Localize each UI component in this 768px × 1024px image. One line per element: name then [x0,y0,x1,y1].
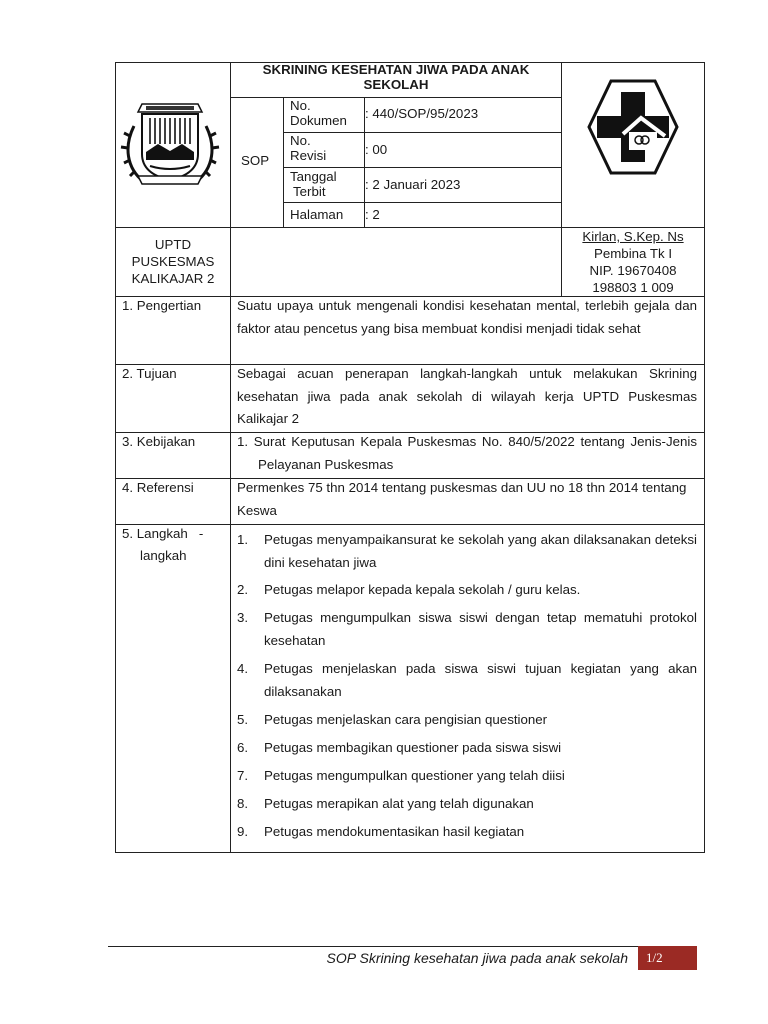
sop-label: SOP [241,153,270,168]
text-tujuan: Sebagai acuan penerapan langkah-langkah untuk melakukan Skrining kesehatan jiwa pada anak sekolah di wilayah kerja UPTD Puskesmas Kalikajar 2 [237,366,697,426]
field-label-halaman: Halaman [290,207,344,222]
field-label-no-dokumen: No. Dokumen [290,98,347,128]
puskesmas-cross-logo [583,76,683,178]
document-title: SKRINING KESEHATAN JIWA PADA ANAK SEKOLAH [262,62,530,92]
step-7: 7. Petugas mengumpulkan questioner yang telah diisi [237,768,565,783]
signatory-nip-cont: 198803 1 009 [592,280,674,295]
regency-crest-logo [120,96,220,191]
field-value-halaman: : 2 [365,207,380,222]
label-tujuan: 2. Tujuan [122,366,177,381]
footer-rule [108,946,638,947]
signatory-rank: Pembina Tk I [593,246,673,261]
step-1: 1. Petugas menyampaikansurat ke sekolah yang akan dilaksanakan deteksi dini kesehatan jiwa [237,532,697,570]
label-kebijakan: 3. Kebijakan [122,434,196,449]
step-9: 9. Petugas mendokumentasikan hasil kegiatan [237,824,525,839]
field-value-tanggal-terbit: : 2 Januari 2023 [365,177,461,192]
field-value-no-revisi: : 00 [365,142,388,157]
step-4: 4. Petugas menjelaskan pada siswa siswi tujuan kegiatan yang akan dilaksanakan [237,661,697,699]
step-6: 6. Petugas membagikan questioner pada siswa siswi [237,740,562,755]
signatory-nip: NIP. 19670408 [589,263,677,278]
text-pengertian: Suatu upaya untuk mengenali kondisi kesehatan mental, terlebih gejala dan faktor atau pencetus yang bisa membuat kondisi menjadi tidak sehat [237,298,697,336]
step-5: 5. Petugas menjelaskan cara pengisian questioner [237,712,548,727]
field-value-no-dokumen: : 440/SOP/95/2023 [365,106,479,121]
org-name: UPTD PUSKESMAS KALIKAJAR 2 [131,237,215,286]
label-pengertian: 1. Pengertian [122,298,202,313]
field-label-no-revisi: No. Revisi [290,133,327,163]
footer-title: SOP Skrining kesehatan jiwa pada anak sekolah [326,950,628,966]
label-referensi: 4. Referensi [122,480,194,495]
field-label-tanggal-terbit: Tanggal Terbit [290,169,337,199]
step-3: 3. Petugas mengumpulkan siswa siswi dengan tetap mematuhi protokol kesehatan [237,610,697,648]
step-8: 8. Petugas merapikan alat yang telah digunakan [237,796,534,811]
text-referensi: Permenkes 75 thn 2014 tentang puskesmas dan UU no 18 thn 2014 tentang Keswa [237,480,687,518]
page-number: 1/2 [638,946,697,970]
text-kebijakan: 1. Surat Keputusan Kepala Puskesmas No. 840/5/2022 tentang Jenis-Jenis Pelayanan Puskesmas [237,434,697,472]
signatory-name: Kirlan, S.Kep. Ns [582,229,684,244]
label-langkah: 5. Langkah - langkah [122,526,204,563]
step-2: 2. Petugas melapor kepada kepala sekolah / guru kelas. [237,582,581,597]
signatory-block [562,228,704,296]
